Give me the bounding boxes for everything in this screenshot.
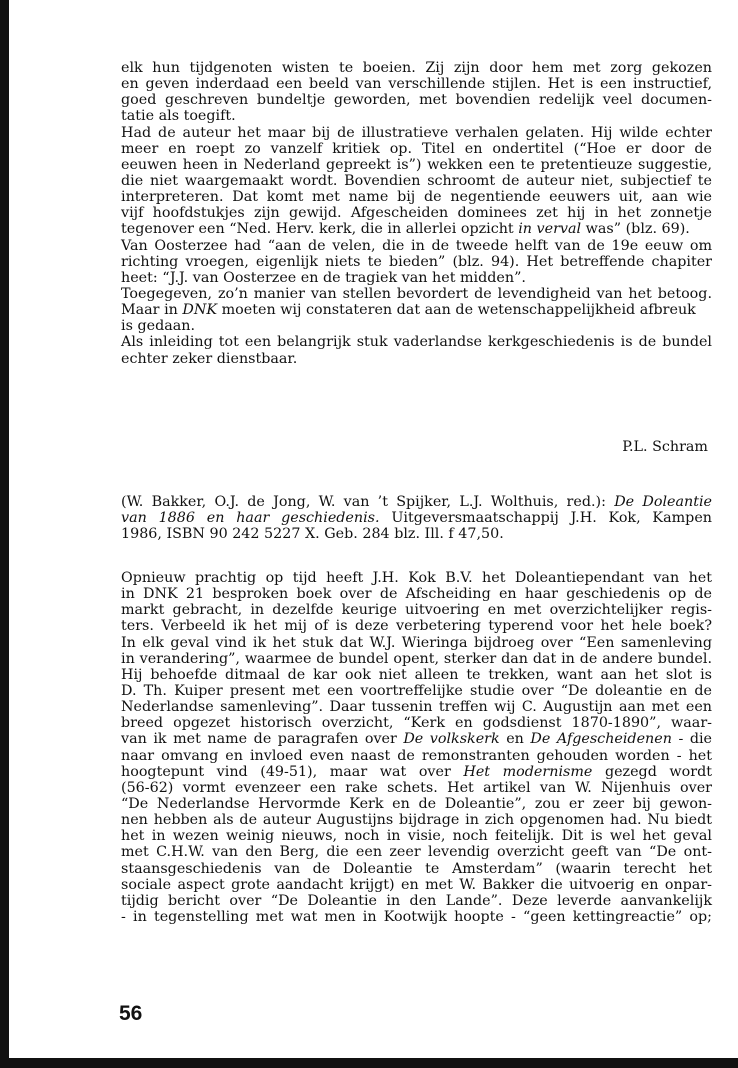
text-line: naar omvang en invloed even naast de remonstranten gehouden worden - het	[121, 747, 712, 764]
text-line: (56-62) vormt evenzeer een rake schets. Het artikel van W. Nijenhuis over	[121, 779, 712, 796]
scan-left-border	[0, 0, 9, 1068]
text-line: “De Nederlandse Hervormde Kerk en de Doleantie”, zou er zeer bij gewon-	[121, 795, 712, 812]
text-line: en geven inderdaad een beeld van verschillende stijlen. Het is een instructief,	[121, 76, 712, 93]
emphasis: De Afgescheidenen	[530, 731, 672, 748]
text-segment: van ik met name de paragrafen over	[121, 731, 397, 748]
text-line: ters. Verbeeld ik het mij of is deze verbetering typerend voor het hele boek?	[121, 618, 712, 635]
text-line: breed opgezet historisch overzicht, “Kerk en godsdienst 1870-1890”, waar-	[121, 715, 712, 732]
emphasis: in verval	[518, 221, 582, 238]
text-line: Toegegeven, zo’n manier van stellen bevordert de levendigheid van het betoog.	[121, 285, 712, 302]
text-line: markt gebracht, in dezelfde keurige uitvoering en met overzichtelijker regis-	[121, 602, 712, 619]
text-line: het in wezen weinig nieuws, noch in visie, noch feitelijk. Dit is wel het geval	[121, 828, 712, 845]
text-segment: - die	[671, 731, 713, 748]
text-segment: gezegd wordt	[592, 763, 713, 780]
book-title: De Doleantie	[614, 494, 712, 510]
text-line: in DNK 21 besproken boek over de Afscheiding en haar geschiedenis op de	[121, 586, 712, 603]
text-line: echter zeker dienstbaar.	[121, 350, 298, 367]
text-line: meer en roept zo vanzelf kritiek op. Titel en ondertitel (“Hoe er door de	[121, 140, 712, 157]
emphasis: DNK	[182, 302, 218, 319]
text-line	[121, 764, 712, 780]
text-line: interpreteren. Dat komt met name bij de negentiende eeuwers uit, aan wie	[121, 189, 712, 206]
scan-bottom-border	[0, 1058, 738, 1068]
text-segment: Maar in	[121, 302, 178, 319]
page-number: 56	[119, 1002, 143, 1025]
book-citation	[121, 494, 712, 542]
text-segment: (W. Bakker, O.J. de Jong, W. van ’t Spijker, L.J. Wolthuis, red.):	[121, 494, 606, 510]
emphasis: De volkskerk	[403, 731, 500, 748]
reviewer-signature: P.L. Schram	[622, 439, 708, 455]
book-title: van 1886 en haar geschiedenis.	[121, 510, 380, 527]
text-line: die niet waargemaakt wordt. Bovendien schroomt de auteur niet, subjectief te	[121, 172, 712, 189]
text-line: Nederlandse samenleving”. Daar tussenin treffen wij C. Augustijn aan met een	[121, 699, 712, 716]
text-line: in verandering”, waarmee de bundel opent, sterker dan dat in de andere bundel.	[121, 650, 712, 667]
text-line: eeuwen heen in Nederland gepreekt is”) wekken een te pretentieuze suggestie,	[121, 156, 712, 173]
text-line: Had de auteur het maar bij de illustratieve verhalen gelaten. Hij wilde echter	[121, 124, 712, 141]
text-segment: tegenover een “Ned. Herv. kerk, die in allerlei opzicht	[121, 221, 514, 238]
text-line	[121, 731, 712, 747]
text-segment: moeten wij constateren dat aan de wetenschappelijkheid afbreuk	[217, 302, 696, 319]
citation-line	[121, 510, 712, 526]
citation-line: 1986, ISBN 90 242 5227 X. Geb. 284 blz. Ill. f 47,50.	[121, 526, 504, 543]
text-line: is gedaan.	[121, 318, 196, 335]
text-line: goed geschreven bundeltje geworden, met bovendien redelijk veel documen-	[121, 92, 712, 109]
text-segment: hoogtepunt vind (49-51), maar wat over	[121, 763, 451, 780]
text-line: tatie als toegift.	[121, 108, 236, 125]
text-segment: en	[499, 731, 531, 748]
text-line: Opnieuw prachtig op tijd heeft J.H. Kok B.V. het Doleantiependant van het	[121, 570, 712, 586]
emphasis: Het modernisme	[463, 763, 593, 780]
review-2-body	[121, 570, 712, 925]
text-segment: was” (blz. 69).	[581, 221, 690, 238]
text-line	[121, 302, 712, 318]
text-line: staansgeschiedenis van de Doleantie te Amsterdam” (waarin terecht het	[121, 860, 712, 877]
text-line: met C.H.W. van den Berg, die een zeer levendig overzicht geeft van “De ont-	[121, 844, 712, 861]
text-segment: Uitgeversmaatschappij J.H. Kok, Kampen	[391, 510, 713, 527]
text-line: Hij behoefde ditmaal de kar ook niet alleen te trekken, want aan het slot is	[121, 666, 712, 683]
text-line: D. Th. Kuiper present met een voortreffelijke studie over “De doleantie en de	[121, 682, 712, 699]
text-line: In elk geval vind ik het stuk dat W.J. Wieringa bijdroeg over “Een samenleving	[121, 634, 712, 651]
text-line: heet: “J.J. van Oosterzee en de tragiek van het midden”.	[121, 269, 526, 286]
text-line: tijdig bericht over “De Doleantie in den Lande”. Deze leverde aanvankelijk	[121, 892, 712, 909]
citation-line	[121, 494, 712, 510]
text-line: vijf hoofdstukjes zijn gewijd. Afgescheiden dominees zet hij in het zonnetje	[121, 205, 712, 222]
text-line: Als inleiding tot een belangrijk stuk vaderlandse kerkgeschiedenis is de bundel	[121, 334, 712, 351]
text-line: Van Oosterzee had “aan de velen, die in de tweede helft van de 19e eeuw om	[121, 237, 712, 254]
text-line: - in tegenstelling met wat men in Kootwijk hoopte - “geen kettingreactie” op;	[121, 908, 712, 925]
review-1-body	[121, 60, 712, 367]
text-line	[121, 221, 712, 237]
text-line: elk hun tijdgenoten wisten te boeien. Zij zijn door hem met zorg gekozen	[121, 60, 712, 76]
text-line: richting vroegen, eigenlijk niets te bieden” (blz. 94). Het betreffende chapiter	[121, 253, 712, 270]
text-line: sociale aspect grote aandacht krijgt) en met W. Bakker die uitvoerig en onpar-	[121, 876, 712, 893]
text-line: nen hebben als de auteur Augustijns bijdrage in zich opgenomen had. Nu biedt	[121, 812, 712, 829]
